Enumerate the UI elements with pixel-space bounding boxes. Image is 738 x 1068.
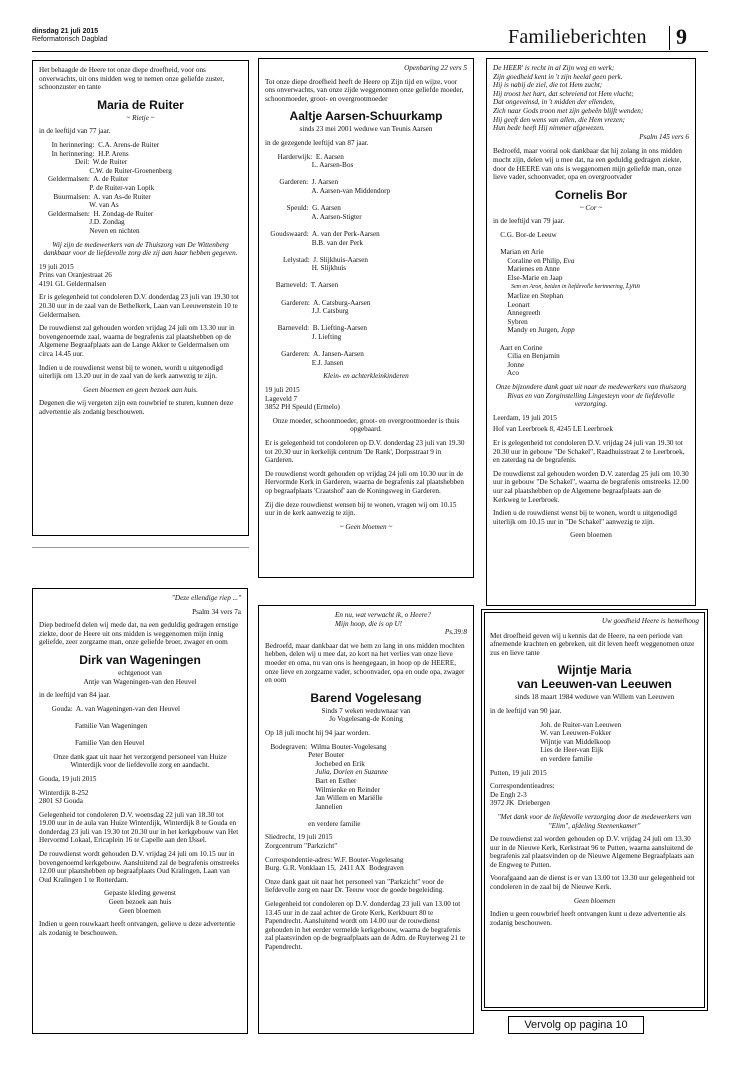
laid-text: Onze moeder, schoonmoeder, groot- en overgrootmoeder is thuis opgebaard. xyxy=(272,416,460,434)
obituary-dirk-van-wageningen xyxy=(32,588,248,1034)
quote: "Deze ellendige riep ..." xyxy=(171,594,241,602)
family-part-italic: Julia, Dorien en Suzanne xyxy=(265,768,388,777)
thanks-text: "Met dank voor de liefdevolle verzorging door de medewerkers van "Elim", afdeling Steenenkamer" xyxy=(497,812,692,830)
widow-text: sinds 23 mei 2001 weduwe van Teunis Aarsen xyxy=(299,125,433,134)
memorial-note: Sem en Aron, beiden in liefdevolle herinnering, xyxy=(493,284,626,291)
date-text: Putten, 19 juli 2015 xyxy=(490,768,547,777)
obituary-cornelis-bor xyxy=(486,58,696,606)
extra-text: Indien u de rouwdienst wenst bij te wonen, wordt u uitgenodigd uiterlijk om 13.20 uur in de zaal van de kerk aanwezig te zijn. xyxy=(39,363,223,381)
deceased-name: Wijntje Maria xyxy=(557,663,632,678)
condolence-text: Er is gelegenheid tot condoleren D.V. donderdag 23 juli van 19.30 tot 20.30 uur in de zaal van de Bethelkerk, Laan van Leeuwenstein 10 te Geldermalsen. xyxy=(39,293,239,319)
dress-text: Gepaste kleding gewenst Geen bezoek aan huis Geen bloemen xyxy=(104,889,176,915)
obituary-barend-vogelesang xyxy=(258,605,474,1034)
grandchild-lynn: Lynn xyxy=(625,282,640,291)
date-text: Sliedrecht, 19 juli 2015 Zorgcentrum "Parkzicht" xyxy=(265,833,338,851)
condolence-text: Voorafgaand aan de dienst is er van 13.00 tot 13.30 uur gelegenheid tot condoleren in de zaal bij de Nieuwe Kerk. xyxy=(490,874,695,892)
psalm-ref: Ps.39:8 xyxy=(444,628,467,637)
intro-text: Het behaagde de Heere tot onze diepe droefheid, voor ons onverwachts, uit ons midden weg te nemen onze geliefde zuster, schoonzuster en tante xyxy=(39,66,225,92)
age-text: in de leeftijd van 90 jaar. xyxy=(490,706,562,715)
thanks-text: Onze dank gaat uit naar het personeel van "Parkzicht" voor de liefdevolle zorg en naar Dr. Teeuw voor de goede begeleiding. xyxy=(265,877,445,895)
service-text: De rouwdienst zal gehouden worden vrijdag 24 juli om 13.30 uur in bovengenoemde zaal, waarna de begrafenis zal plaatshebben op de Algemene Begraafplaats aan de Lange Akker te Geldermalsen om circa 14.45 uur. xyxy=(39,324,235,359)
intro-text: Met droefheid geven wij u kennis dat de Heere, na een periode van afnemende krachten en gebreken, uit dit leven heeft weggenomen onze zus en lieve tante xyxy=(490,631,695,657)
date-text: Gouda, 19 juli 2015 xyxy=(39,774,97,783)
family-list: In herinnering: C.A. Arens-de Ruiter In herinnering: H.P. Arens Deil: W.de Ruiter C.W. de Ruiter-Groenenberg Geldermalsen: A. de Ruiter P. de Ruiter-van Lopik Buurmalsen: A. van As-de Ruiter W. van As Geldermalsen: H. Zondag-de Ruiter J.D. Zondag Neven en nichten xyxy=(47,140,172,235)
family-part: Bodegraven: Wilma Bouter-Vogelesang Peter Bouter Jochebed en Erik xyxy=(270,742,387,768)
deceased-name: Aaltje Aarsen-Schuurkamp xyxy=(289,109,443,124)
intro-text: Tot onze diepe droefheid heeft de Heere op Zijn tijd en wijze, voor ons onverwachts, van onze zijde weggenomen onze geliefde moeder, schoonmoeder, groot- en overgrootmoeder xyxy=(265,77,464,103)
flowers-text: Geen bloemen xyxy=(573,896,616,905)
header-rule xyxy=(32,51,708,52)
age-text: in de leeftijd van 84 jaar. xyxy=(39,691,111,700)
family-list xyxy=(493,231,689,378)
intro-text: Bedroefd, maar dankbaar dat we hem zo lang in ons midden mochten hebben, delen wij u mee dat, zo kort na het verlies van onze lieve moeder en oma, nu van ons is heengegaan, in hoop op de HEERE, onze lieve en zorgzame vader, schoonvader, opa en oude opa, zwager en oom xyxy=(265,641,465,685)
obituary-wijntje-van-leeuwen xyxy=(481,609,708,1011)
header-paper: Reformatorisch Dagblad xyxy=(32,36,108,43)
address: Hof van Leerbroek 8, 4245 LE Leerbroek xyxy=(493,425,613,434)
psalm-ref: Psalm 34 vers 7a xyxy=(192,607,241,616)
family-list: Gouda: A. van Wageningen-van den Heuvel Familie Van Wageningen Familie Van den Heuvel xyxy=(51,704,181,748)
family-part: Aart en Corine Cilia en Benjamin Jonne Aco xyxy=(499,343,560,378)
spouse-text: echtgenoot van Antje van Wageningen-van den Heuvel xyxy=(83,668,197,686)
address: 19 juli 2015 Prins van Oranjestraat 26 4191 GL Geldermalsen xyxy=(39,262,112,288)
family-part: C.G. Bor-de Leeuw Marian en Arie Coraline en Philip, xyxy=(500,230,562,265)
service-text: De rouwdienst wordt gehouden D.V. vrijdag 24 juli om 10.15 uur in bovengenoemd kerkgebouw. Aansluitend zal de begrafenis omstreeks 12.00 uur plaatshebben op begraafplaats Oud Kralingen, Laan van Oud Kralingen 1 te Rotterdam. xyxy=(39,850,240,884)
service-text: De rouwdienst zal gehouden worden D.V. zaterdag 25 juli om 10.30 uur in gebouw "De Schakel", waarna de begrafenis omstreeks 12.00 uur zal plaatshebben op de Algemene begraafplaats aan de Kerkweg te Leerbroek. xyxy=(493,469,689,504)
flowers-text: Geen bloemen en geen bezoek aan huis. xyxy=(83,385,198,394)
extra-text: Indien u de rouwdienst wenst bij te wonen, wordt u uitgenodigd uiterlijk om 10.15 uur in "De Schakel" aanwezig te zijn. xyxy=(493,509,677,526)
grandchildren: Klein- en achterkleinkinderen xyxy=(323,372,409,381)
header-date: dinsdag 21 juli 2015 xyxy=(32,28,99,35)
quote: En nu, wat verwacht ik, o Heere? Mijn hoop, die is op U! xyxy=(335,611,431,628)
column-separator xyxy=(32,547,249,548)
header-meta xyxy=(32,28,107,44)
address: 19 juli 2015 Lageveld 7 3852 PH Speuld (Ermelo) xyxy=(265,386,340,412)
condolence-text: Gelegenheid tot condoleren D.V. woensdag 22 juli van 18.30 tot 19.00 uur in de aula van Huize Winterdijk, Winterdijk 8 te Gouda en donderdag 23 juli van 19.30 tot 20.30 uur in het kerkgebouw van Het Hervormd Lokaal, Ericaplein 16 te Capelle aan den IJssel. xyxy=(39,810,239,845)
widow-text: sinds 18 maart 1984 weduwe van Willem van Leeuwen xyxy=(514,693,675,702)
section-title: Familieberichten xyxy=(508,26,647,48)
age-text: in de gezegende leeftijd van 87 jaar. xyxy=(265,138,369,147)
intro-text: Bedroefd, maar vooral ook dankbaar dat hij zolang in ons midden mocht zijn, delen wij u mee dat, na een geduldig gedragen ziekte, door de HEERE van ons is weggenomen mijn geliefde man, onze lieve vader, schoonvader, opa en overgrootvader xyxy=(493,147,683,182)
notice-text: Indien u geen rouwbrief heeft ontvangen kunt u deze advertentie als zodanig beschouwen. xyxy=(490,910,686,927)
family-part: Marienes en Anne Else-Marie en Jaap xyxy=(507,265,563,282)
verse-ref: Openbaring 22 vers 5 xyxy=(404,64,467,72)
age-text: in de leeftijd van 77 jaar. xyxy=(39,127,111,136)
grandchild-eva: Eva xyxy=(563,256,575,265)
thanks-text: Onze dank gaat uit naar het verzorgend personeel van Huize Winterdijk voor de liefdevolle zorg en aandacht. xyxy=(53,752,227,770)
widower-text: Sinds 7 weken weduwnaar van Jo Vogelesang-de Koning xyxy=(321,706,411,724)
address: Correspondentie-adres: W.F. Bouter-Vogelesang Burg. G.R. Vonklaan 15, 2411 AX Bodegraven xyxy=(265,855,404,873)
age-text: Op 18 juli mocht hij 94 jaar worden. xyxy=(265,728,370,737)
family-part: Marlize en Stephan Leonart Annegreeth Sybren Mandy en Jurgen, xyxy=(506,292,564,335)
notice-text: Indien u geen rouwkaart heeft ontvangen, gelieve u deze advertentie als zodanig te beschouwen. xyxy=(39,920,236,937)
service-text: De rouwdienst wordt gehouden op vrijdag 24 juli om 10.30 uur in de Hervormde Kerk in Garderen, waarna de begrafenis zal plaatshebben op begraafplaats 'Craatshof' aan de Koningsweg in Garderen. xyxy=(265,469,464,495)
thanks-text: Wij zijn de medewerkers van de Thuiszorg van De Wittenberg dankbaar voor de liefdevolle zorg die zij aan haar hebben gegeven. xyxy=(43,240,238,258)
family-list: Harderwijk: E. Aarsen L. Aarsen-Bos Garderen: J. Aarsen A. Aarsen-van Middendorp Speuld: G. Aarsen A. Aarsen-Stigter Goudswaard: A. van der Perk-Aarsen B.B. van der Perk Lelystad: J. Slijkhuis-Aarsen H. Slijkhuis Barneveld: T. Aarsen Garderen: A. Catsburg-Aarsen J.J. Catsburg Barneveld: B. Liefting-Aarsen J. Liefting Garderen: A. Jansen-Aarsen E.J. Jansen xyxy=(270,152,391,367)
address: Winterdijk 8-252 2801 SJ Gouda xyxy=(39,788,89,806)
condolence-text: Gelegenheid tot condoleren op D.V. donderdag 23 juli van 13.00 tot 13.45 uur in de zaal achter de Grote Kerk, Kerkbuurt 80 te Papendrecht. Aansluitend wordt om 14.00 uur de rouwdienst gehouden in het eerder vermelde kerkgebouw, waarna de begrafenis zal plaatsvinden op de begraafplaats aan de Adm. de Ruyterweg 21 te Papendrecht. xyxy=(265,900,465,951)
nickname: ~ Rietje ~ xyxy=(126,113,155,122)
thanks-text: Onze bijzondere dank gaat uit naar de medewerkers van thuiszorg Rivas en van Zorginstelling Lingesteyn voor de liefdevolle verzorging. xyxy=(495,383,687,409)
header-divider xyxy=(669,26,670,50)
date-text: Leerdam, 19 juli 2015 xyxy=(493,413,557,422)
flowers-text: Geen bloemen xyxy=(570,531,612,540)
psalm-ref: Psalm 145 vers 6 xyxy=(639,132,689,141)
age-text: in de leeftijd van 79 jaar. xyxy=(493,217,565,226)
deceased-name: Cornelis Bor xyxy=(554,187,627,202)
obituary-aaltje-aarsen xyxy=(258,58,474,578)
flowers-text: ~ Geen bloemen ~ xyxy=(339,522,393,531)
extra-text: Zij die deze rouwdienst wensen bij te wonen, vragen wij om 10.15 uur in de kerk aanwezig te zijn. xyxy=(265,500,457,518)
family-part: Bart en Esther Wilmienke en Reinder Jan Willem en Mariëlle Jannelien en verdere familie xyxy=(308,776,383,828)
quote: Uw goedheid Heere is hemelhoog xyxy=(601,617,699,625)
condolence-text: Er is gelegenheid tot condoleren op D.V. donderdag 23 juli van 19.30 tot 20.30 uur in kerkelijk centrum 'De Rank', Dorpsstraat 9 in Garderen. xyxy=(265,438,465,465)
nickname: ~ Cor ~ xyxy=(579,203,603,212)
deceased-name: Dirk van Wageningen xyxy=(79,652,201,667)
page-number: 9 xyxy=(676,24,687,49)
condolence-text: Er is gelegenheid tot condoleren D.V. vrijdag 24 juli van 19.30 tot 20.30 uur in gebouw "De Schakel", Raadhuisstraat 2 te Leerbroek, en zaterdag na de begrafenis. xyxy=(493,438,685,465)
family-list: Joh. de Ruiter-van Leeuwen W. van Leeuwen-Fokker Wijntje van Middelkoop Lies de Heer-van Eijk en verdere familie xyxy=(540,720,622,763)
obituary-maria-de-ruiter xyxy=(32,60,249,536)
address: Correspondentieadres: De Engh 2-3 3972 JK Driebergen xyxy=(490,782,555,808)
notice-text: Degenen die wij vergeten zijn een rouwbrief te sturen, kunnen deze advertentie als zodanig beschouwen. xyxy=(39,399,234,416)
service-text: De rouwdienst zal worden gehouden op D.V. vrijdag 24 juli om 13.30 uur in de Nieuwe Kerk, Kerkstraat 96 te Putten, waarna aansluitend de begrafenis zal plaatsvinden op de Nieuwe Algemene Begraafplaats aan de Engweg te Putten. xyxy=(490,835,694,869)
intro-text: Diep bedroefd delen wij mede dat, na een geduldig gedragen ernstige ziekte, door de Heere uit ons midden is weggenomen mijn innig geliefde, zeer zorgzame man, onze geliefde broer, zwager en oom xyxy=(39,621,239,647)
deceased-name: Barend Vogelesang xyxy=(310,690,422,705)
poem: De HEER' is recht in al Zijn weg en werk; Zijn goedheid kent in 't zijn heelal geen perk. Hij is nabij de ziel, die tot Hem zucht; Hij troost het hart, dat schreiend tot Hem vlucht; Dat ongeveinsd, in 't midden der ellenden, Zich naar Gods troon met zijn gebeên blijft wenden; Hij geeft den wens van allen, die Hem vrezen; Hun bede heeft Hij nimmer afgewezen. xyxy=(493,64,644,133)
grandchild-jopp: Jopp xyxy=(560,326,575,335)
continue-link[interactable]: Vervolg op pagina 10 xyxy=(508,1016,644,1034)
deceased-name: Maria de Ruiter xyxy=(97,97,184,112)
deceased-surname: van Leeuwen-van Leeuwen xyxy=(517,677,672,692)
family-list xyxy=(265,743,467,829)
